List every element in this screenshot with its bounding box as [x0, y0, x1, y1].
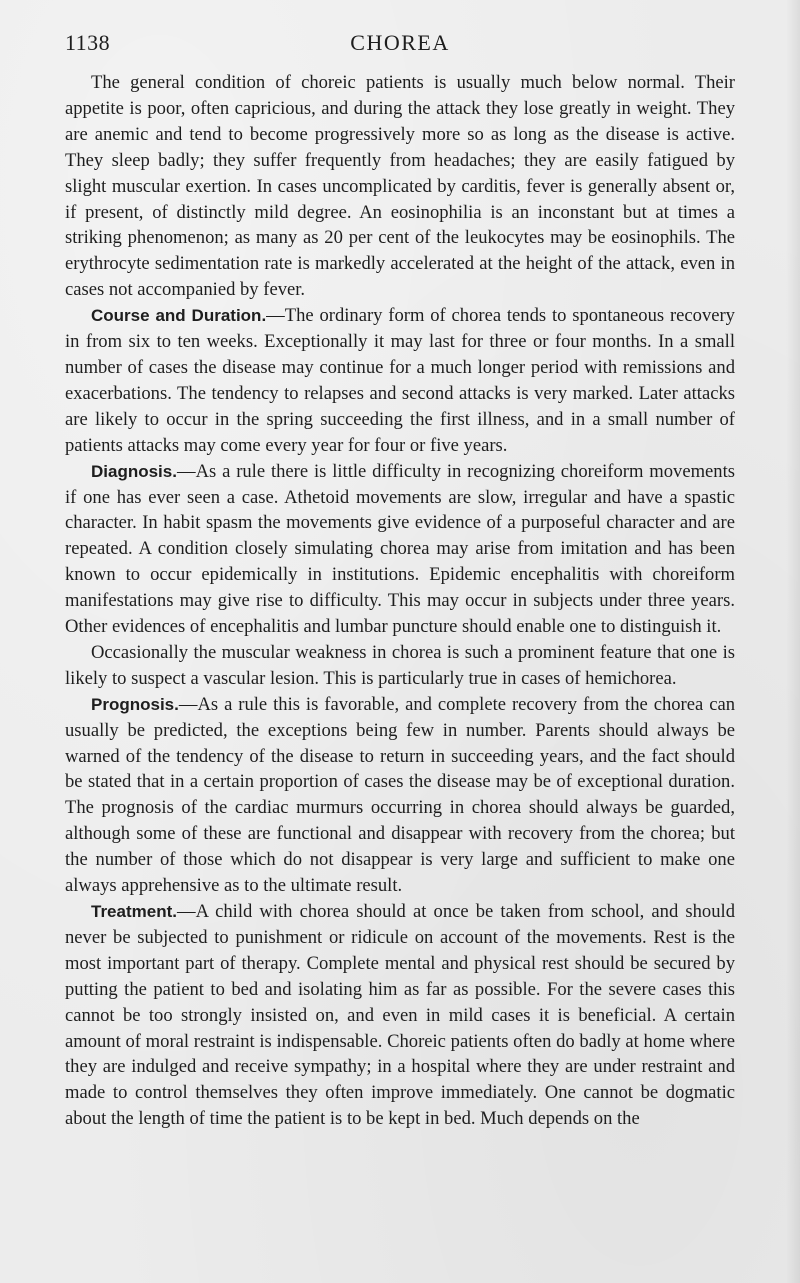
paragraph-diagnosis — [65, 459, 735, 640]
paragraph-muscular-weakness — [65, 640, 735, 692]
paragraph-text: The general condition of choreic patients is usually much below normal. Their appetite is poor, often capricious, and during the attack they lose greatly in weight. They are anemic and tend to become progressively more so as long as the disease is active. They sleep badly; they suffer frequently from headaches; they are easily fatigued by slight muscular exertion. In cases uncomplicated by carditis, fever is generally absent or, if present, of distinctly mild degree. An eosinophilia is an inconstant but at times a striking phenomenon; as many as 20 per cent of the leukocytes may be eosinophils. The erythrocyte sedimentation rate is markedly accelerated at the height of the attack, even in cases not accompanied by fever. — [65, 72, 735, 301]
paragraph-text: —The ordinary form of chorea tends to spontaneous recovery in from six to ten weeks. Exceptionally it may last for three or four months. In a small number of cases the disease may continue for a much longer period with remissions and exacerbations. The tendency to relapses and second attacks is very marked. Later attacks are likely to occur in the spring succeeding the first illness, and in a small number of patients attacks may come every year for four or five years. — [65, 305, 735, 456]
paragraph-text: Occasionally the muscular weakness in chorea is such a prominent feature that one is likely to suspect a vascular lesion. This is particularly true in cases of hemichorea. — [65, 641, 735, 689]
body-text — [65, 70, 735, 1132]
running-title: CHOREA — [350, 30, 450, 55]
section-heading-treatment: Treatment. — [91, 902, 177, 921]
page-header — [65, 30, 735, 60]
section-heading-diagnosis: Diagnosis. — [91, 461, 177, 481]
section-heading-course-and-duration: Course and Duration. — [91, 306, 267, 326]
paragraph-treatment — [65, 899, 735, 1132]
section-heading-prognosis: Prognosis. — [91, 694, 179, 714]
page-number: 1138 — [65, 30, 111, 55]
page-edge-shadow — [786, 0, 800, 1283]
paragraph-text: —A child with chorea should at once be taken from school, and should never be subjected to punishment or ridicule on account of the movements. Rest is the most important part of therapy. Complete mental and physical rest should be secured by putting the patient to bed and isolating him as far as possible. For the severe cases this cannot be too strongly insisted on, and even in mild cases it is beneficial. A certain amount of moral restraint is indispensable. Choreic patients often do badly at home where they are indulged and receive sympathy; in a hospital where they are under restraint and made to control themselves they often improve immediately. One cannot be dogmatic about the length of time the patient is to be kept in bed. Much depends on the — [65, 901, 735, 1130]
paragraph-general-condition — [65, 70, 735, 303]
paragraph-course-and-duration — [65, 303, 735, 458]
paragraph-text: —As a rule this is favorable, and complete recovery from the chorea can usually be predicted, the exceptions being few in number. Parents should always be warned of the tendency of the disease to return in succeeding years, and the fact should be stated that in a certain proportion of cases the disease may be of exceptional duration. The prognosis of the cardiac murmurs occurring in chorea should always be guarded, although some of these are functional and disappear with recovery from the chorea; but the number of those which do not disappear is very large and sufficient to make one always apprehensive as to the ultimate result. — [65, 693, 735, 897]
paragraph-prognosis — [65, 692, 735, 899]
paragraph-text: —As a rule there is little difficulty in recognizing choreiform movements if one has ever seen a case. Athetoid movements are slow, irregular and have a spastic character. In habit spasm the movements give evidence of a purposeful character and are repeated. A condition closely simulating chorea may arise from imitation and has been known to occur epidemically in institutions. Epidemic encephalitis with choreiform manifestations may give rise to difficulty. This may occur in subjects under three years. Other evidences of encephalitis and lumbar puncture should enable one to distinguish it. — [65, 460, 735, 638]
